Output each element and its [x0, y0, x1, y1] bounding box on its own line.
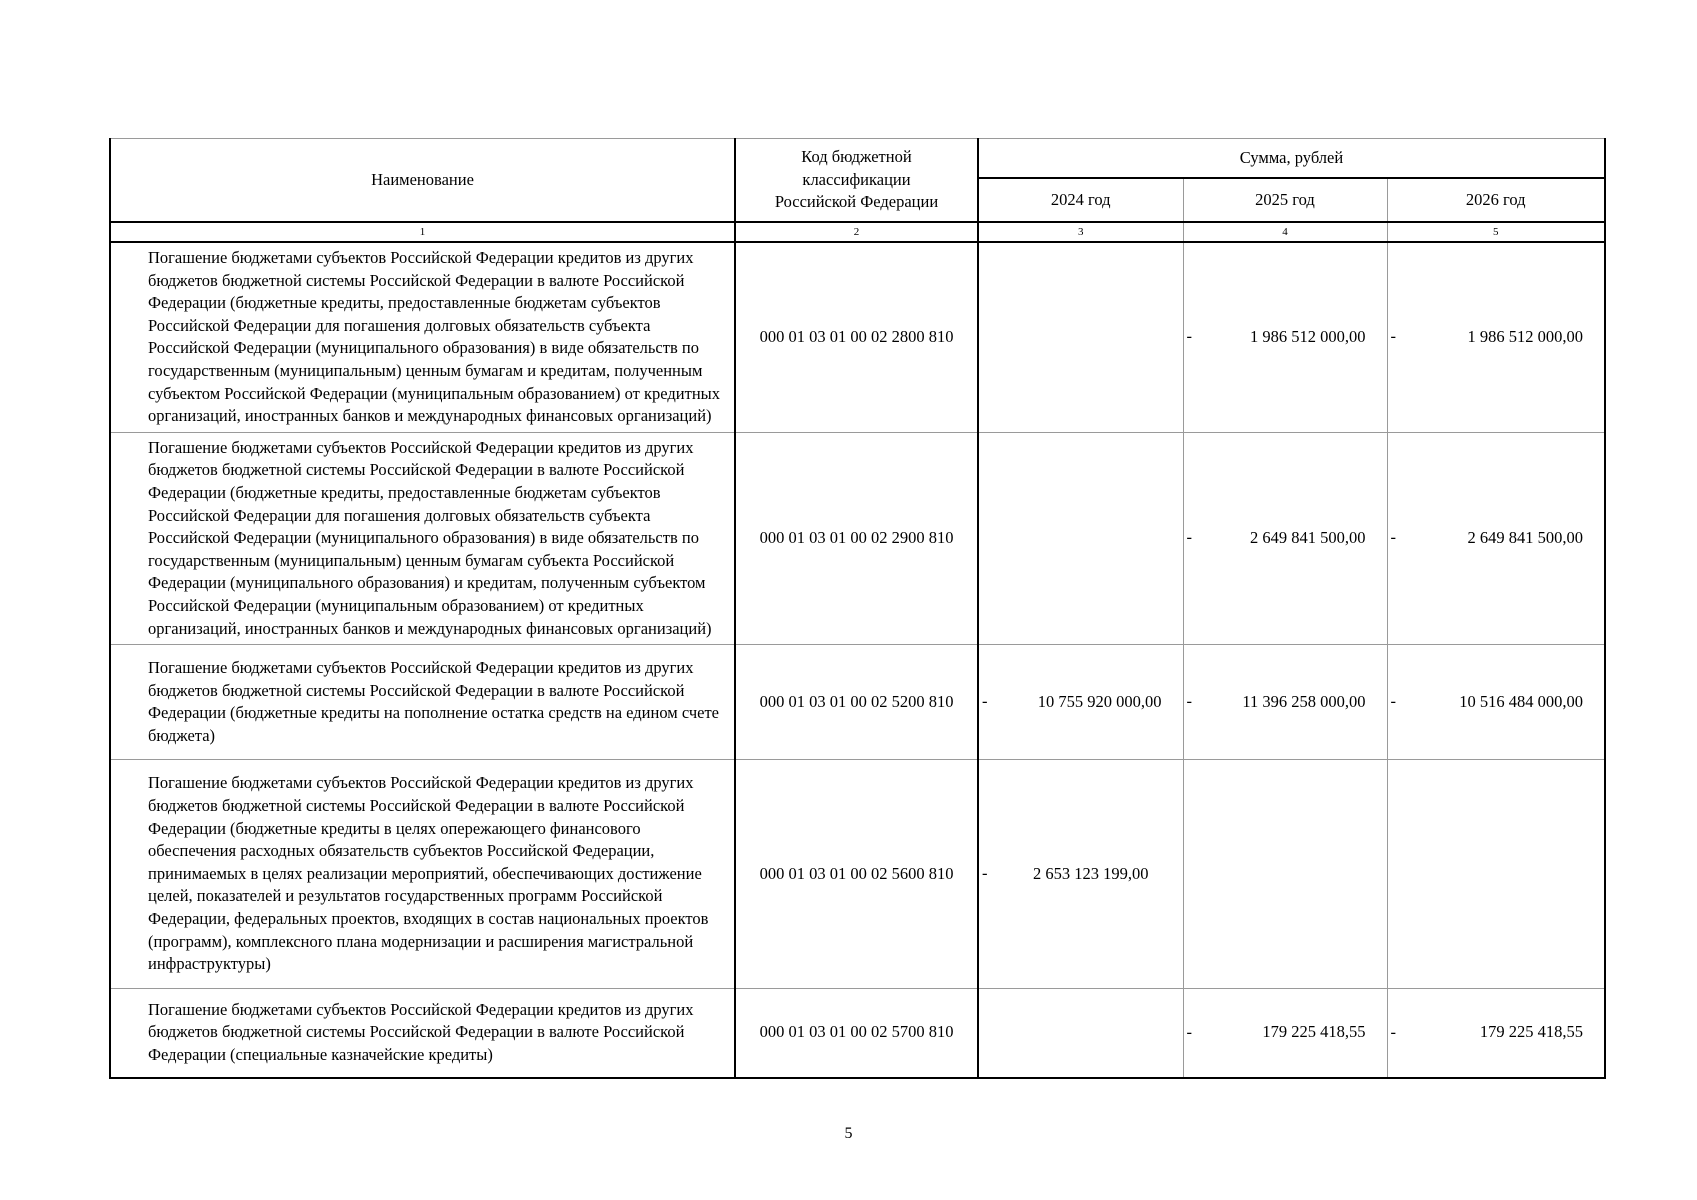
amount-2025: 1 986 512 000,00	[1250, 327, 1366, 347]
row-code: 000 01 03 01 00 02 2900 810	[735, 432, 978, 644]
amount-2024: 10 755 920 000,00	[1037, 691, 1162, 711]
table-header	[110, 139, 1605, 223]
amount-2026: 179 225 418,55	[1479, 1022, 1583, 1042]
amount-2026-cell	[1387, 242, 1605, 432]
amount-2025-cell	[1183, 432, 1387, 644]
amount-2026-cell	[1387, 645, 1605, 760]
amount-2025-cell	[1183, 988, 1387, 1077]
column-number-1: 1	[110, 222, 735, 242]
row-code: 000 01 03 01 00 02 2800 810	[735, 242, 978, 432]
row-code: 000 01 03 01 00 02 5200 810	[735, 645, 978, 760]
table-row	[110, 988, 1605, 1077]
amount-2026: 1 986 512 000,00	[1467, 327, 1583, 347]
row-name: Погашение бюджетами субъектов Российской Федерации кредитов из других бюджетов бюджетной системы Российской Федерации в валюте Российской Федерации (специальные казначейские кредиты)	[148, 999, 694, 1064]
minus-sign: -	[982, 863, 988, 883]
column-number-4: 4	[1183, 222, 1387, 242]
row-name: Погашение бюджетами субъектов Российской Федерации кредитов из других бюджетов бюджетной системы Российской Федерации в валюте Российской Федерации (бюджетные кредиты на пополнение остатка средств на едином счете бюджета)	[148, 658, 719, 745]
minus-sign: -	[1186, 327, 1192, 347]
table-row	[110, 432, 1605, 644]
amount-2024: 2 653 123 199,00	[1033, 863, 1149, 883]
minus-sign: -	[1390, 528, 1396, 548]
amount-2026-cell	[1387, 432, 1605, 644]
amount-2025-cell	[1183, 242, 1387, 432]
minus-sign: -	[982, 691, 988, 711]
amount-2026: 2 649 841 500,00	[1467, 528, 1583, 548]
amount-2025-cell	[1183, 760, 1387, 988]
amount-2025: 11 396 258 000,00	[1242, 691, 1366, 711]
amount-2024-cell	[978, 760, 1183, 988]
table-row	[110, 760, 1605, 988]
header-year-2026: 2026 год	[1387, 178, 1605, 222]
table-row	[110, 645, 1605, 760]
header-year-2024: 2024 год	[978, 178, 1183, 222]
row-name-cell	[110, 645, 735, 760]
header-code	[735, 139, 978, 223]
amount-2024-cell	[978, 988, 1183, 1077]
page-number: 5	[844, 1125, 853, 1142]
column-number-3: 3	[978, 222, 1183, 242]
row-name-cell	[110, 242, 735, 432]
column-number-5: 5	[1387, 222, 1605, 242]
minus-sign: -	[1390, 327, 1396, 347]
budget-table	[109, 138, 1606, 1079]
header-year-2025: 2025 год	[1183, 178, 1387, 222]
minus-sign: -	[1186, 691, 1192, 711]
row-code: 000 01 03 01 00 02 5600 810	[735, 760, 978, 988]
table-row	[110, 242, 1605, 432]
row-name: Погашение бюджетами субъектов Российской Федерации кредитов из других бюджетов бюджетной системы Российской Федерации в валюте Российской Федерации (бюджетные кредиты, предоставленные бюджетам субъектов Российской Федерации для погашения долговых обязательств субъекта Российской Федерации (муниципального образования) в виде обязательств по государственным (муниципальным) ценным бумагам субъекта Российской Федерации (муниципального образования) и кредитам, полученным субъектом Российской Федерации (муниципальным образованием) от кредитных организаций, иностранных банков и международных финансовых организаций)	[148, 437, 712, 638]
amount-2025: 2 649 841 500,00	[1250, 528, 1366, 548]
amount-2026-cell	[1387, 988, 1605, 1077]
column-number-2: 2	[735, 222, 978, 242]
row-name: Погашение бюджетами субъектов Российской Федерации кредитов из других бюджетов бюджетной системы Российской Федерации в валюте Российской Федерации (бюджетные кредиты, предоставленные бюджетам субъектов Российской Федерации для погашения долговых обязательств субъекта Российской Федерации (муниципального образования) в виде обязательств по государственным (муниципальным) ценным бумагам и кредитам, полученным субъектом Российской Федерации (муниципальным образованием) от кредитных организаций, иностранных банков и международных финансовых организаций)	[148, 248, 720, 426]
minus-sign: -	[1186, 1022, 1192, 1042]
header-name: Наименование	[110, 139, 735, 223]
minus-sign: -	[1390, 1022, 1396, 1042]
amount-2025: 179 225 418,55	[1262, 1022, 1366, 1042]
amount-2024-cell	[978, 645, 1183, 760]
minus-sign: -	[1390, 691, 1396, 711]
amount-2024-cell	[978, 432, 1183, 644]
row-name-cell	[110, 432, 735, 644]
row-name: Погашение бюджетами субъектов Российской Федерации кредитов из других бюджетов бюджетной системы Российской Федерации в валюте Российской Федерации (бюджетные кредиты в целях опережающего финансового обеспечения расходных обязательств субъектов Российской Федерации, принимаемых в целях реализации мероприятий, обеспечивающих достижение целей, показателей и результатов государственных программ Российской Федерации, федеральных проектов, входящих в состав национальных проектов (программ), комплексного плана модернизации и расширения магистральной инфраструктуры)	[148, 773, 709, 974]
amount-2026-cell	[1387, 760, 1605, 988]
row-name-cell	[110, 988, 735, 1077]
amount-2025-cell	[1183, 645, 1387, 760]
amount-2026: 10 516 484 000,00	[1459, 691, 1583, 711]
row-code: 000 01 03 01 00 02 5700 810	[735, 988, 978, 1077]
row-name-cell	[110, 760, 735, 988]
header-code-text: Код бюджетной классификации Российской Федерации	[774, 147, 939, 212]
amount-2024-cell	[978, 242, 1183, 432]
column-number-row	[110, 222, 1605, 242]
minus-sign: -	[1186, 528, 1192, 548]
header-sum: Сумма, рублей	[978, 139, 1605, 179]
